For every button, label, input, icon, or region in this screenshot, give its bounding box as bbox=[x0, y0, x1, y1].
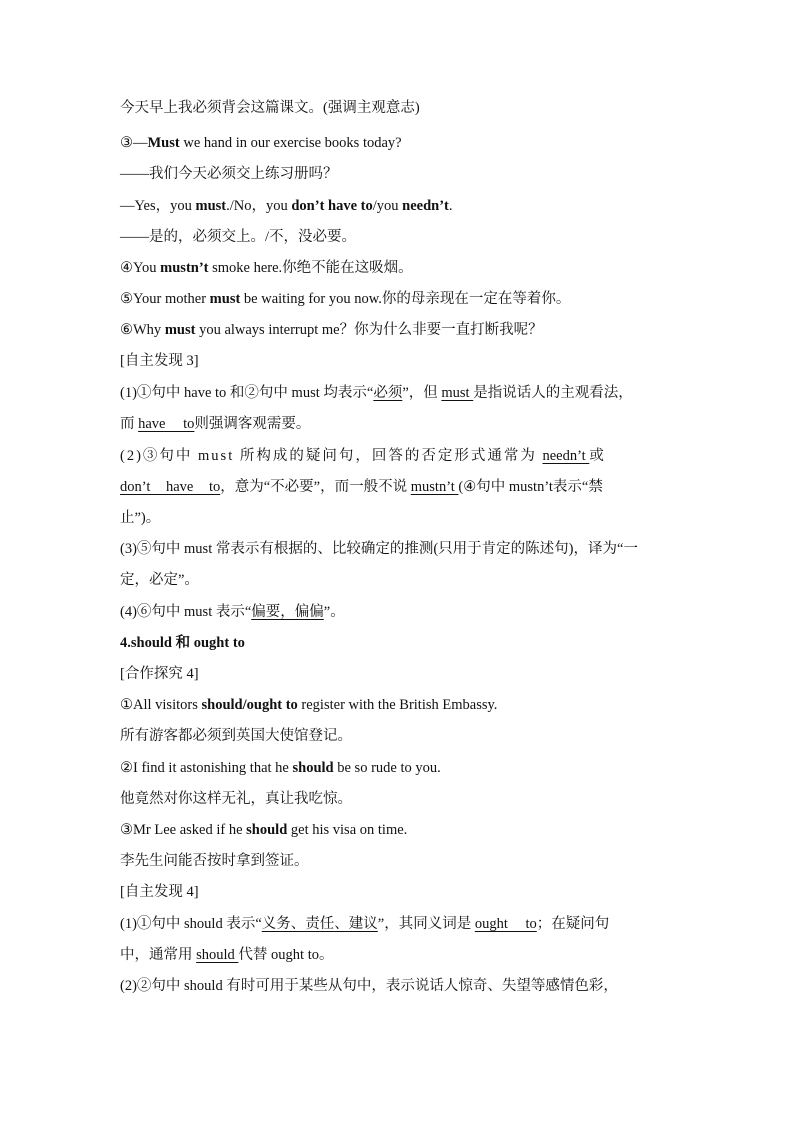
text-run: (1)①句中 should 表示“ bbox=[120, 916, 262, 932]
text-line bbox=[120, 819, 680, 841]
text-run: (④句中 mustn’t表示“禁 bbox=[458, 479, 603, 495]
text-line: 所有游客都必须到英国大使馆登记。 bbox=[120, 728, 352, 744]
text-line bbox=[120, 413, 680, 435]
text-line: ——我们今天必须交上练习册吗？ bbox=[120, 166, 338, 182]
text-run: 而 bbox=[120, 416, 139, 432]
text-run: 则强调客观需要。 bbox=[194, 416, 311, 432]
text-run: register with the British Embassy. bbox=[297, 697, 498, 713]
bold-run: should/ought to bbox=[201, 697, 298, 713]
text-line bbox=[120, 195, 680, 217]
text-run: ，意为“不必要”，而一般不说 bbox=[220, 479, 411, 495]
text-run: you always interrupt me？你为什么非要一直打断我呢？ bbox=[195, 322, 543, 338]
bold-run: should bbox=[292, 760, 334, 776]
text-run: (1)①句中 have to 和②句中 must 均表示“ bbox=[120, 385, 374, 401]
text-line: (2)②句中 should 有时可用于某些从句中，表示说话人惊奇、失望等感情色彩， bbox=[120, 978, 618, 994]
answer-blank: ought to bbox=[474, 916, 537, 932]
bold-run: don’t have to bbox=[291, 198, 373, 214]
bold-run: should bbox=[246, 822, 288, 838]
text-run: ②I find it astonishing that he bbox=[120, 760, 293, 776]
section-title: 4.should 和 ought to bbox=[120, 635, 245, 651]
bold-run: mustn’t bbox=[160, 260, 209, 276]
text-line: 定，必定”。 bbox=[120, 572, 199, 588]
text-line: 李先生问能否按时拿到签证。 bbox=[120, 853, 309, 869]
text-run: ③Mr Lee asked if he bbox=[120, 822, 247, 838]
text-run: 代替 ought to。 bbox=[238, 947, 334, 963]
answer-blank: have to bbox=[138, 416, 195, 432]
text-run: (4)⑥句中 must 表示“ bbox=[120, 604, 252, 620]
text-line bbox=[120, 757, 680, 779]
text-run: ”。 bbox=[323, 604, 345, 620]
text-run: 中，通常用 bbox=[120, 947, 197, 963]
text-run: we hand in our exercise books today? bbox=[179, 135, 402, 151]
text-run: smoke here.你绝不能在这吸烟。 bbox=[208, 260, 413, 276]
answer-blank: 必须 bbox=[373, 385, 403, 401]
text-run: ④You bbox=[120, 260, 161, 276]
text-line bbox=[120, 445, 680, 467]
text-run: be so rude to you. bbox=[333, 760, 441, 776]
text-run: ”，但 bbox=[402, 385, 442, 401]
text-line bbox=[120, 382, 680, 404]
text-line bbox=[120, 476, 680, 498]
text-run: /you bbox=[372, 198, 403, 214]
answer-blank: needn’t bbox=[542, 448, 590, 464]
text-line: 他竟然对你这样无礼，真让我吃惊。 bbox=[120, 791, 352, 807]
answer-blank: mustn’t bbox=[410, 479, 459, 495]
answer-blank: should bbox=[196, 947, 239, 963]
text-line bbox=[120, 319, 680, 341]
text-line bbox=[120, 913, 680, 935]
text-run: (2)③句中 must 所构成的疑问句，回答的否定形式通常为 bbox=[120, 448, 543, 464]
text-line: 止”)。 bbox=[120, 510, 161, 526]
bold-run: must bbox=[209, 291, 241, 307]
text-run: ⑥Why bbox=[120, 322, 165, 338]
text-run: ③— bbox=[120, 135, 148, 151]
section-heading: [自主发现 3] bbox=[120, 353, 199, 369]
text-run: 或 bbox=[589, 448, 606, 464]
text-line: (3)⑤句中 must 常表示有根据的、比较确定的推测(只用于肯定的陈述句)，译为“一 bbox=[120, 541, 638, 557]
text-run: . bbox=[448, 198, 453, 214]
text-run: get his visa on time. bbox=[287, 822, 408, 838]
section-heading: [自主发现 4] bbox=[120, 884, 199, 900]
text-run: ”，其同义词是 bbox=[377, 916, 475, 932]
text-line bbox=[120, 132, 680, 154]
text-line bbox=[120, 601, 680, 623]
bold-run: Must bbox=[147, 135, 180, 151]
text-run: be waiting for you now.你的母亲现在一定在等着你。 bbox=[240, 291, 571, 307]
text-line: ——是的，必须交上。/不，没必要。 bbox=[120, 229, 357, 245]
text-line bbox=[120, 257, 680, 279]
text-run: ./No，you bbox=[226, 198, 292, 214]
answer-blank: don’t have to bbox=[120, 479, 221, 495]
text-line bbox=[120, 694, 680, 716]
text-run: —Yes，you bbox=[120, 198, 196, 214]
answer-blank: must bbox=[441, 385, 474, 401]
answer-blank: 义务、责任、建议 bbox=[261, 916, 378, 932]
text-run: ①All visitors bbox=[120, 697, 202, 713]
text-line bbox=[120, 288, 680, 310]
text-run: ；在疑问句 bbox=[536, 916, 610, 932]
bold-run: needn’t bbox=[402, 198, 449, 214]
text-line bbox=[120, 944, 680, 966]
text-run: ⑤Your mother bbox=[120, 291, 210, 307]
text-line: 今天早上我必须背会这篇课文。(强调主观意志) bbox=[120, 100, 420, 116]
answer-blank: 偏要，偏偏 bbox=[251, 604, 324, 620]
text-run: 是指说话人的主观看法， bbox=[473, 385, 633, 401]
bold-run: must bbox=[195, 198, 227, 214]
section-heading: [合作探究 4] bbox=[120, 666, 199, 682]
bold-run: must bbox=[164, 322, 196, 338]
